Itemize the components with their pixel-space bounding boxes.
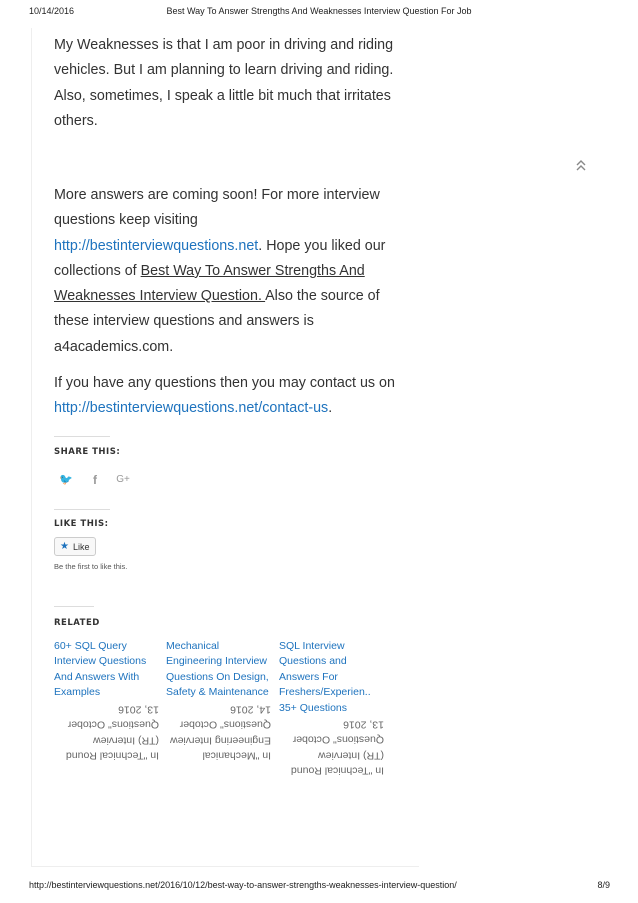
like-button[interactable] [54,537,96,556]
share-heading: SHARE THIS: [54,447,121,457]
collections-text: . Hope you liked our collections of [54,237,386,279]
like-heading: LIKE THIS: [54,519,109,529]
site-link[interactable]: http://bestinterviewquestions.net [54,237,259,254]
related-title[interactable]: Mechanical Engineering Interview Questions On Design, Safety & Maintenance [166,640,269,699]
star-icon: ★ [60,541,69,552]
like-note: Be the first to like this. [54,562,128,571]
contact-text: If you have any questions then you may contact us on [54,375,395,391]
contact-paragraph [54,371,399,422]
print-footer [0,880,638,894]
page-number: 8/9 [597,880,610,890]
related-title[interactable]: 60+ SQL Query Interview Questions And Answers With Examples [54,640,147,699]
content-border-left [31,28,32,866]
related-meta: In "Mechanical Engineering Interview Questions" October 14, 2016 [170,703,271,762]
related-heading: RELATED [54,618,100,628]
related-meta: In "Technical Round (TR) Interview Questions" October 13, 2016 [290,718,384,777]
like-button-label: Like [73,542,90,552]
print-date: 10/14/2016 [29,6,75,16]
related-meta: In "Technical Round (TR) Interview Questions" October 13, 2016 [65,703,159,762]
content-border-bottom [31,866,419,867]
facebook-icon[interactable]: f [93,473,97,487]
print-url: http://bestinterviewquestions.net/2016/10/12/best-way-to-answer-strengths-weaknesses-interview-question/ [29,880,457,890]
related-item[interactable] [54,639,159,762]
more-answers-text: More answers are coming soon! For more interview questions keep visiting [54,187,380,229]
google-plus-icon[interactable]: G+ [116,474,130,485]
weakness-paragraph: My Weaknesses is that I am poor in driving and riding vehicles. But I am planning to learn driving and riding. Also, sometimes, I speak a little bit much that irritates others. [54,37,394,129]
like-divider [54,509,110,510]
source-text: Also the source of these interview questions and answers is a4academics.com. [54,288,380,355]
twitter-icon[interactable]: 🐦 [59,474,73,486]
contact-link[interactable]: http://bestinterviewquestions.net/contact-us [54,400,329,417]
print-title: Best Way To Answer Strengths And Weaknesses Interview Question For Job [166,6,472,16]
print-header [0,6,638,20]
related-item[interactable] [279,639,384,778]
related-divider [54,606,94,607]
more-answers-paragraph [54,183,399,360]
related-title[interactable]: SQL Interview Questions and Answers For Freshers/Experien.. 35+ Questions [279,640,371,714]
contact-period: . [328,400,333,417]
share-divider [54,436,110,437]
article-link[interactable]: Best Way To Answer Strengths And Weaknesses Interview Question. [54,262,365,305]
related-item[interactable] [166,639,271,762]
scroll-to-top-icon[interactable] [574,157,588,173]
